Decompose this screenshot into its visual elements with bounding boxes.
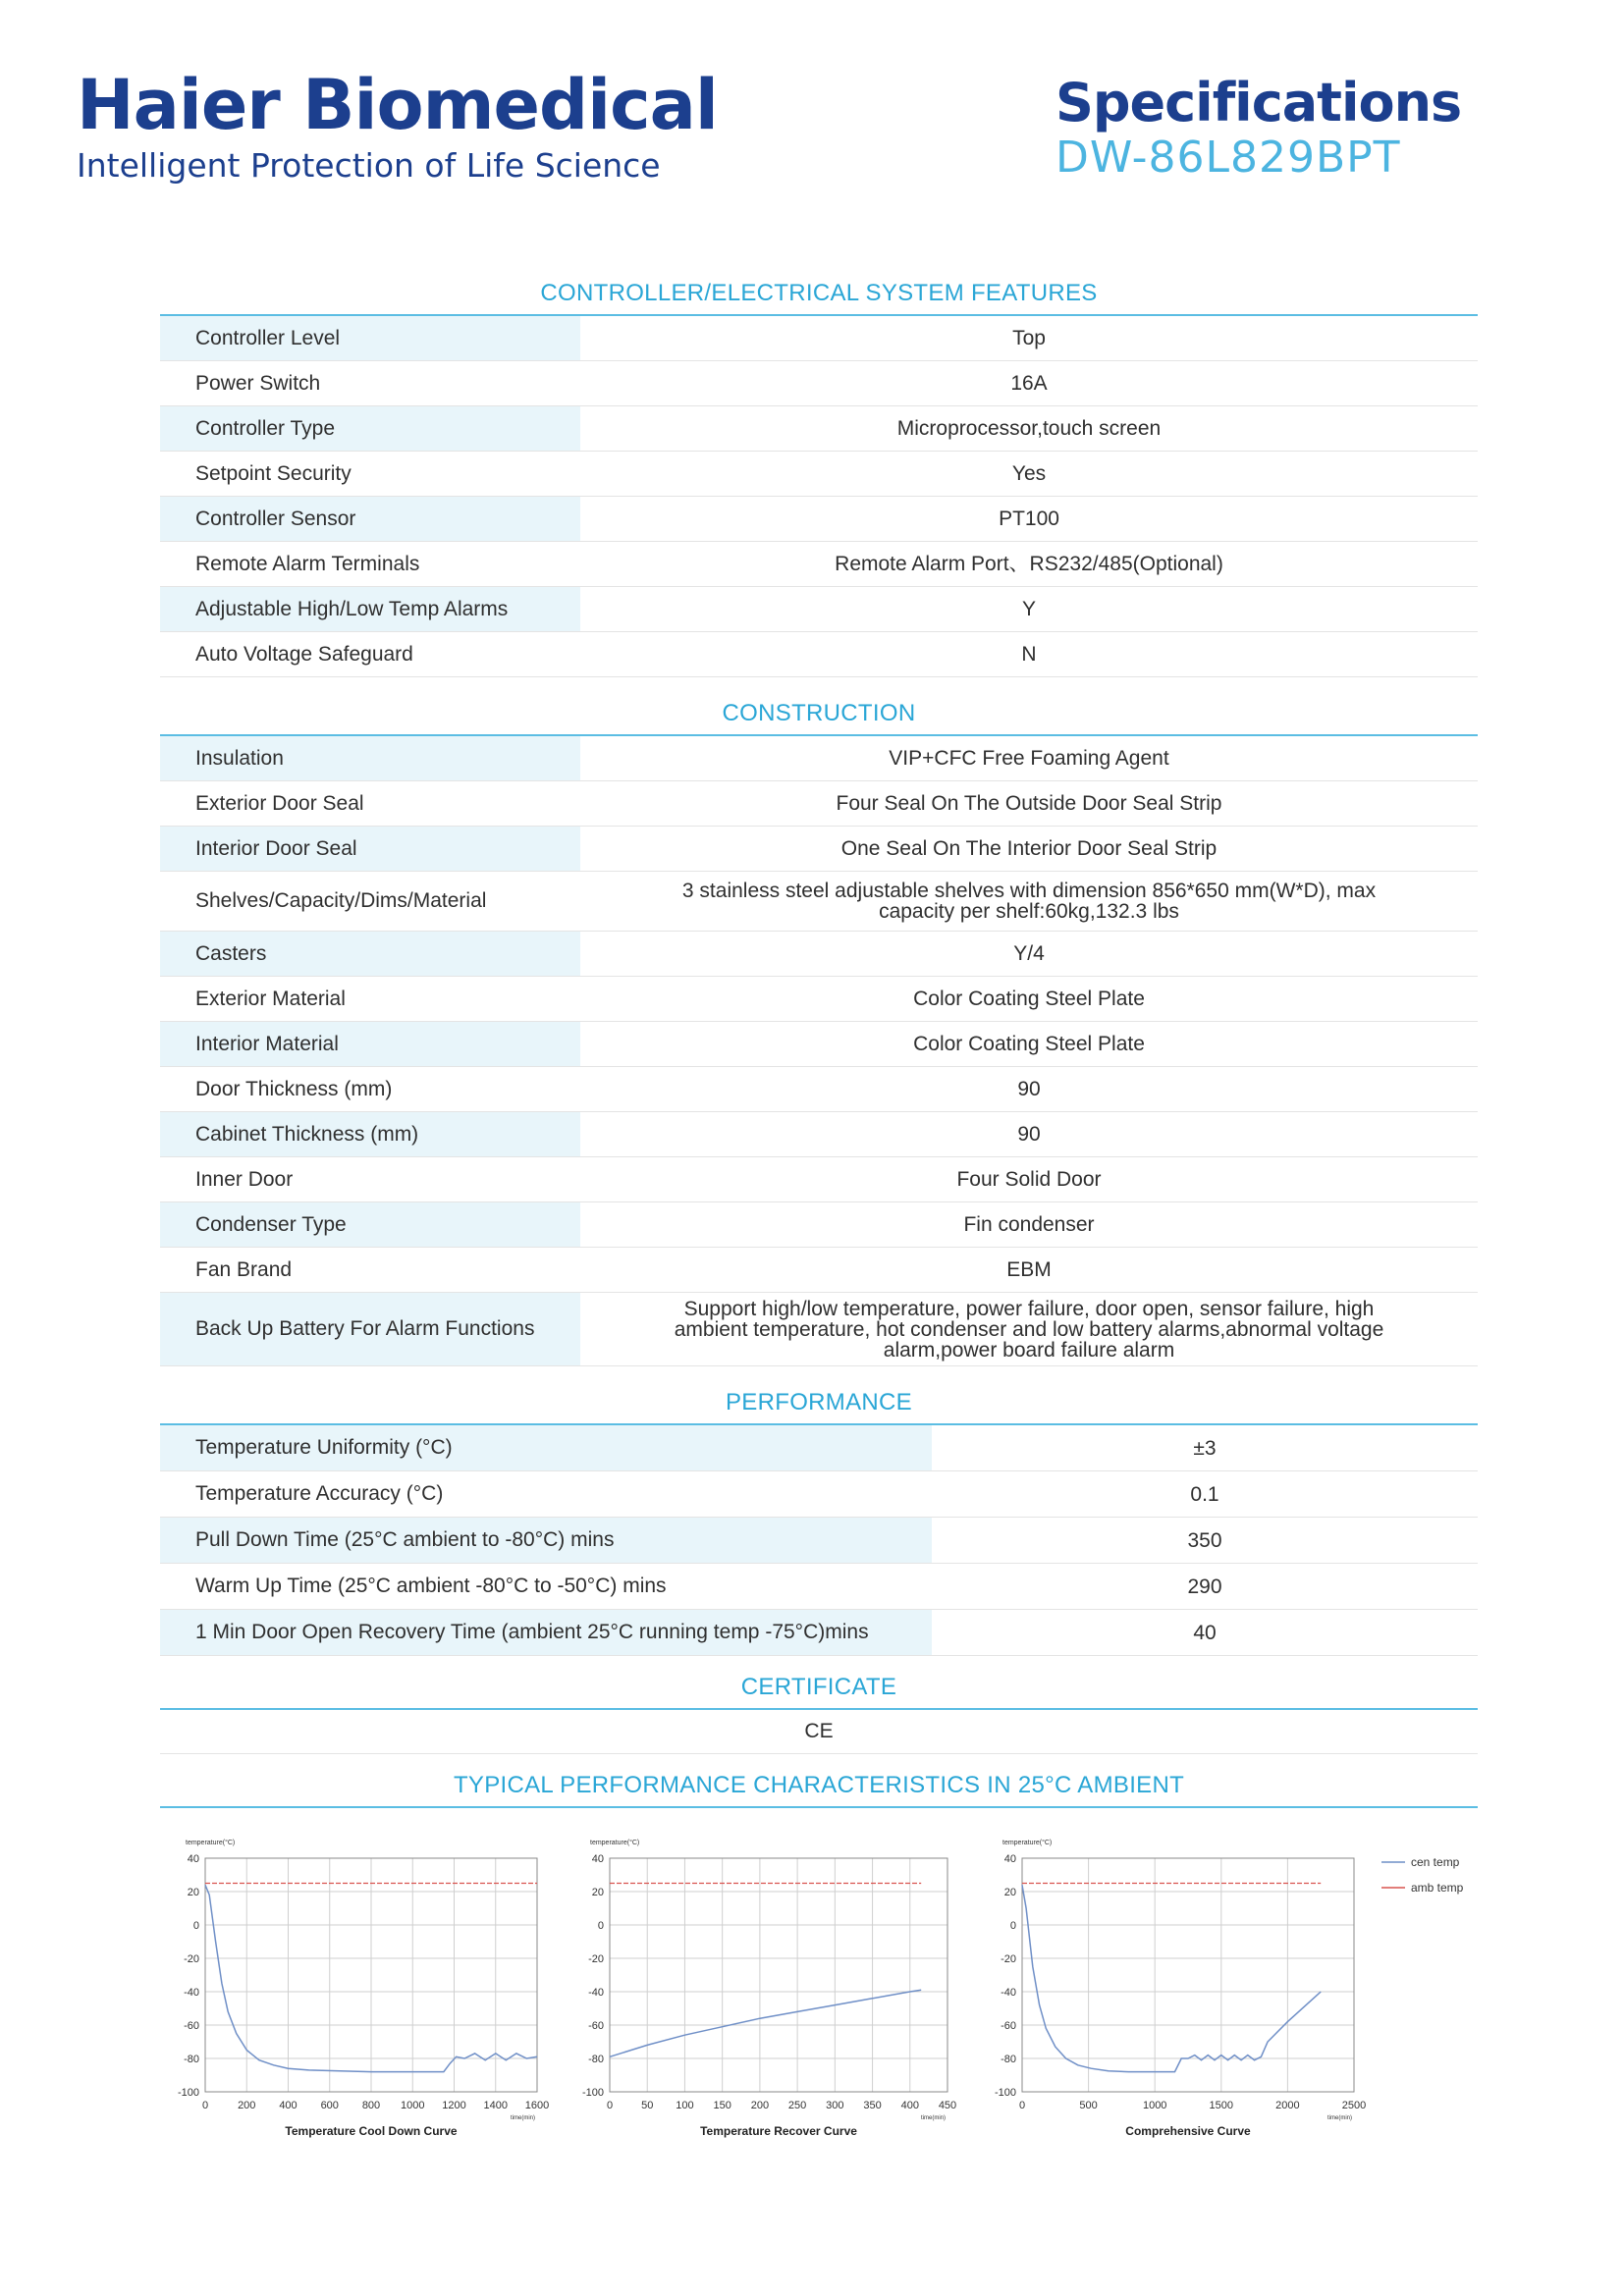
spec-row [160,1157,1478,1202]
spec-value: 16A [1010,372,1048,395]
spec-label: Temperature Uniformity (°C) [160,1425,932,1470]
spec-value: 290 [1187,1575,1222,1598]
spec-label: Back Up Battery For Alarm Functions [160,1293,580,1365]
x-tick-label: 350 [863,2100,882,2111]
y-tick-label: -80 [588,2054,604,2065]
spec-label: Setpoint Security [195,461,352,485]
x-tick-label: 1600 [524,2100,550,2111]
spec-label: Pull Down Time (25°C ambient to -80°C) mins [160,1518,932,1563]
section-divider [160,1806,1478,1808]
x-tick-label: 1400 [483,2100,508,2111]
section-title: CERTIFICATE [740,1674,897,1700]
chart-title: Temperature Cool Down Curve [285,2124,458,2138]
spec-row [160,497,1478,542]
spec-row [160,361,1478,406]
spec-value: 40 [1193,1621,1217,1644]
spec-row [160,406,1478,452]
spec-row [160,1202,1478,1248]
y-tick-label: 20 [187,1887,199,1898]
legend-label: amb temp [1411,1881,1464,1895]
model-number: DW-86L829BPT [1056,133,1401,183]
y-tick-label: -100 [177,2087,199,2099]
spec-label: Condenser Type [160,1202,580,1247]
spec-value: Top [1012,327,1046,349]
x-tick-label: 0 [1018,2100,1026,2111]
spec-row [160,1112,1478,1157]
spec-value: 90 [1017,1078,1041,1100]
spec-value: 3 stainless steel adjustable shelves with dimension 856*650 mm(W*D), max capacity per shelf:60kg,132.3 lbs [681,880,1377,923]
spec-value: ±3 [1193,1436,1217,1460]
x-tick-label: 200 [238,2100,256,2111]
y-tick-label: 40 [1003,1853,1016,1865]
spec-value: EBM [1006,1258,1052,1281]
y-tick-label: 40 [591,1853,604,1865]
spec-value: VIP+CFC Free Foaming Agent [889,747,1169,770]
x-tick-label: 400 [900,2100,919,2111]
spec-row [160,1248,1478,1293]
spec-label: 1 Min Door Open Recovery Time (ambient 25°C running temp -75°C)mins [160,1610,932,1655]
spec-row [160,316,1478,361]
y-tick-label: -60 [184,2020,199,2032]
x-axis-label: time(min) [921,2115,946,2121]
x-tick-label: 1000 [401,2100,425,2111]
section-title: TYPICAL PERFORMANCE CHARACTERISTICS IN 25°C AMBIENT [453,1772,1185,1798]
spec-value: Color Coating Steel Plate [913,988,1145,1010]
x-tick-label: 250 [787,2100,807,2111]
spec-label: Power Switch [195,371,321,395]
spec-label: Exterior Door Seal [195,791,364,815]
spec-label: Cabinet Thickness (mm) [160,1112,580,1156]
spec-label: Remote Alarm Terminals [195,552,420,575]
y-axis-label: temperature(°C) [1002,1840,1053,1846]
spec-label: Temperature Accuracy (°C) [195,1482,444,1505]
section-title: CONSTRUCTION [722,700,916,726]
spec-row [160,1610,1478,1656]
y-tick-label: -40 [184,1987,199,1999]
spec-row [160,736,1478,781]
y-tick-label: -60 [588,2020,604,2032]
spec-row [160,827,1478,872]
spec-row [160,1471,1478,1518]
spec-row [160,932,1478,977]
spec-value: Four Solid Door [956,1168,1102,1191]
y-tick-label: -60 [1001,2020,1016,2032]
y-tick-label: -20 [1001,1953,1016,1965]
spec-row [160,632,1478,677]
section-certificate [160,1667,1478,1754]
y-tick-label: 40 [187,1853,199,1865]
x-tick-label: 2500 [1341,2100,1367,2111]
spec-label: Door Thickness (mm) [195,1077,393,1100]
spec-label: Adjustable High/Low Temp Alarms [160,587,580,631]
spec-row [160,1564,1478,1610]
legend-label: cen temp [1411,1855,1460,1869]
spec-value: Yes [1011,462,1047,485]
page-title: Specifications [1056,72,1462,133]
y-tick-label: -100 [994,2087,1016,2099]
spec-label: Interior Door Seal [160,827,580,871]
x-tick-label: 800 [361,2100,381,2111]
x-tick-label: 1500 [1209,2100,1234,2111]
plot-area [1022,1858,1354,2092]
spec-label: Fan Brand [195,1257,293,1281]
spec-label: Controller Type [160,406,580,451]
x-tick-label: 200 [750,2100,770,2111]
y-tick-label: 0 [192,1920,199,1932]
section-title: PERFORMANCE [726,1389,912,1415]
certificate-value: CE [160,1710,1478,1754]
x-tick-label: 50 [641,2100,654,2111]
x-tick-label: 1200 [442,2100,466,2111]
spec-value: 350 [1187,1528,1222,1552]
spec-value: Support high/low temperature, power failure, door open, sensor failure, high ambient temperature, hot condenser and low battery alarms,abnormal voltage alarm,power board failure alarm [674,1297,1384,1362]
x-tick-label: 600 [320,2100,339,2111]
spec-label: Auto Voltage Safeguard [195,642,413,666]
y-tick-label: -20 [588,1953,604,1965]
y-tick-label: -80 [1001,2054,1016,2065]
spec-value: 0.1 [1190,1482,1219,1506]
y-tick-label: 0 [597,1920,604,1932]
spec-value: Y [1021,598,1036,620]
spec-value: Microprocessor,touch screen [896,417,1162,440]
spec-row [160,587,1478,632]
spec-block [1056,73,1461,183]
spec-row [160,1518,1478,1564]
spec-label: Controller Level [160,316,580,360]
x-axis-label: time(min) [511,2115,535,2121]
spec-value: PT100 [999,507,1059,530]
y-axis-label: temperature(°C) [186,1840,236,1846]
spec-value: Color Coating Steel Plate [913,1033,1145,1055]
y-tick-label: -20 [184,1953,199,1965]
brand-tagline: Intelligent Protection of Life Science [77,146,661,185]
spec-value: Fin condenser [963,1213,1095,1236]
spec-table [160,1425,1478,1656]
spec-value: 90 [1017,1123,1041,1146]
spec-row [160,542,1478,587]
x-tick-label: 400 [279,2100,298,2111]
section-title: CONTROLLER/ELECTRICAL SYSTEM FEATURES [540,280,1098,306]
spec-row [160,781,1478,827]
spec-row [160,1067,1478,1112]
x-tick-label: 2000 [1275,2100,1300,2111]
y-tick-label: 20 [1003,1887,1016,1898]
spec-value: N [1021,643,1037,666]
x-tick-label: 300 [826,2100,844,2111]
spec-label: Inner Door [195,1167,294,1191]
x-tick-label: 0 [606,2100,614,2111]
y-tick-label: -100 [581,2087,604,2099]
spec-row [160,1293,1478,1366]
x-tick-label: 500 [1079,2100,1098,2111]
brand-block [77,67,718,185]
spec-row [160,977,1478,1022]
spec-label: Warm Up Time (25°C ambient -80°C to -50°C) mins [195,1575,667,1597]
spec-label: Shelves/Capacity/Dims/Material [195,889,487,912]
y-axis-label: temperature(°C) [590,1840,640,1846]
spec-label: Interior Material [160,1022,580,1066]
spec-value: Four Seal On The Outside Door Seal Strip [836,792,1222,815]
spec-row [160,452,1478,497]
spec-table [160,316,1478,677]
spec-label: Insulation [160,736,580,780]
spec-label: Casters [160,932,580,976]
plot-area [610,1858,947,2092]
spec-label: Controller Sensor [160,497,580,541]
y-tick-label: 20 [591,1887,604,1898]
spec-row [160,872,1478,932]
spec-value: Y/4 [1013,942,1045,965]
charts-canvas [160,1828,1478,2162]
y-tick-label: 0 [1009,1920,1016,1932]
section-typical-performance [160,1765,1478,1808]
x-tick-label: 150 [713,2100,731,2111]
y-tick-label: -80 [184,2054,199,2065]
spec-value: One Seal On The Interior Door Seal Strip [840,837,1218,860]
brand-logo: Haier Biomedical [77,65,718,145]
spec-label: Exterior Material [195,987,346,1010]
x-tick-label: 1000 [1142,2100,1167,2111]
spec-value: Remote Alarm Port、RS232/485(Optional) [835,553,1223,575]
section-construction [160,693,1478,1366]
y-tick-label: -40 [588,1987,604,1999]
spec-row [160,1425,1478,1471]
x-axis-label: time(min) [1327,2115,1352,2121]
spec-row [160,1022,1478,1067]
section-controller [160,273,1478,677]
chart-2 [582,1839,956,2138]
chart-title: Comprehensive Curve [1125,2124,1251,2138]
x-tick-label: 100 [676,2100,694,2111]
section-performance [160,1382,1478,1656]
y-tick-label: -40 [1001,1987,1016,1999]
x-tick-label: 450 [938,2100,957,2111]
chart-3 [995,1839,1464,2138]
performance-charts [160,1828,1478,2162]
chart-title: Temperature Recover Curve [700,2124,857,2138]
spec-table [160,736,1478,1366]
x-tick-label: 0 [201,2100,209,2111]
chart-1 [178,1839,549,2138]
